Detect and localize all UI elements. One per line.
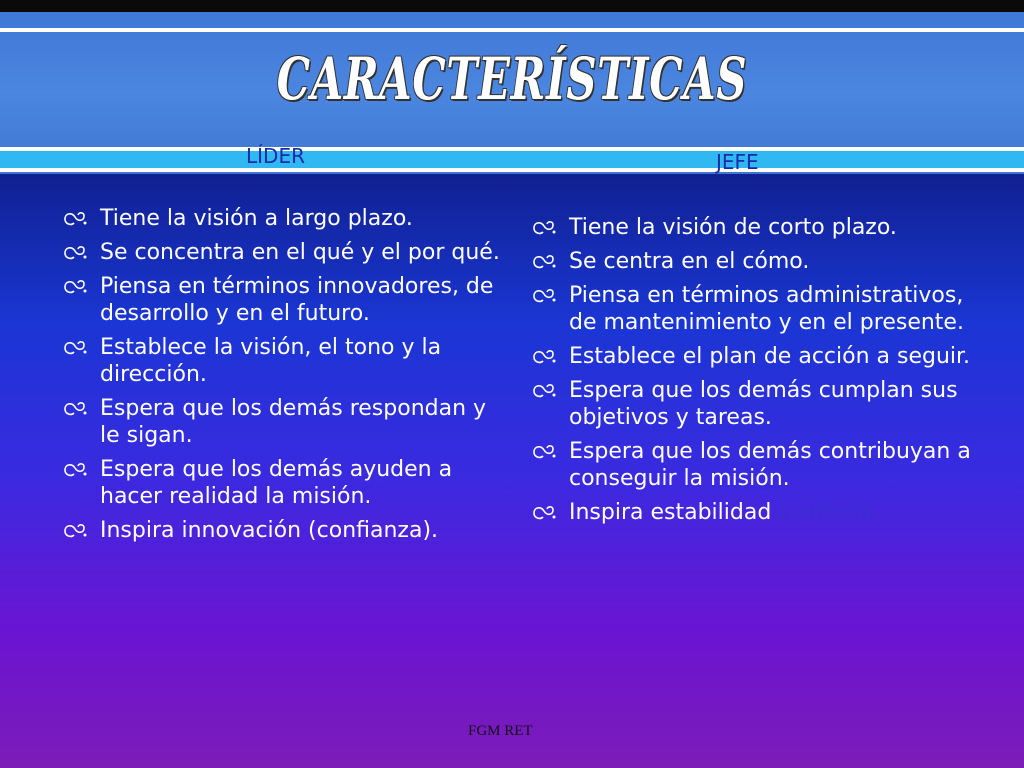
fleuron-bullet-icon (531, 442, 557, 462)
list-item-text: Tiene la visión de corto plazo. (569, 215, 897, 240)
list-item (62, 239, 502, 266)
fleuron-bullet-icon (62, 521, 88, 541)
list-item (62, 273, 502, 327)
list-item (62, 456, 502, 510)
band-white-bottom (0, 168, 1024, 172)
top-border (0, 0, 1024, 12)
list-item (531, 248, 981, 275)
list-item (531, 214, 981, 241)
list-item-text: Espera que los demás cumplan sus objetivos y tareas. (569, 378, 958, 430)
fleuron-bullet-icon (531, 503, 557, 523)
fleuron-bullet-icon (62, 277, 88, 297)
list-item-text: Inspira estabilidad (569, 500, 772, 525)
list-item (531, 499, 981, 526)
list-item (531, 438, 981, 492)
footer-text: FGM RET (468, 723, 533, 739)
list-item-text: Espera que los demás ayuden a hacer realidad la misión. (100, 457, 453, 509)
lider-list (62, 205, 502, 551)
band-cyan (0, 151, 1024, 168)
header-white-line (0, 28, 1024, 32)
list-item-text: Inspira innovación (confianza). (100, 518, 439, 543)
fleuron-bullet-icon (62, 209, 88, 229)
fleuron-bullet-icon (62, 338, 88, 358)
fleuron-bullet-icon (531, 347, 557, 367)
list-item (531, 377, 981, 431)
fleuron-bullet-icon (62, 243, 88, 263)
list-item-text: Se centra en el cómo. (569, 249, 810, 274)
list-item-text: Establece la visión, el tono y la dirección. (100, 335, 442, 387)
list-item-text: Tiene la visión a largo plazo. (100, 206, 413, 231)
slide-title: CARACTERÍSTICAS (276, 45, 748, 113)
fleuron-bullet-icon (531, 252, 557, 272)
fleuron-bullet-icon (62, 399, 88, 419)
list-item (62, 517, 502, 544)
list-item-text: Se concentra en el qué y el por qué. (100, 240, 500, 265)
list-item (62, 395, 502, 449)
fleuron-bullet-icon (62, 460, 88, 480)
list-item-text: Espera que los demás respondan y le sigan. (100, 396, 487, 448)
list-item (62, 205, 502, 232)
list-item (62, 334, 502, 388)
list-item-text: Piensa en términos administrativos, de mantenimiento y en el presente. (569, 283, 964, 335)
list-item-muted-text: (control). (778, 500, 879, 525)
list-item-text: Piensa en términos innovadores, de desarrollo y en el futuro. (100, 274, 494, 326)
fleuron-bullet-icon (531, 286, 557, 306)
list-item-text: Establece el plan de acción a seguir. (569, 344, 971, 369)
list-item (531, 282, 981, 336)
list-item-text: Espera que los demás contribuyan a conseguir la misión. (569, 439, 971, 491)
fleuron-bullet-icon (531, 381, 557, 401)
column-heading-lider: LÍDER (246, 144, 305, 168)
jefe-list (531, 214, 981, 533)
list-item (531, 343, 981, 370)
fleuron-bullet-icon (531, 218, 557, 238)
column-heading-jefe: JEFE (716, 150, 759, 174)
